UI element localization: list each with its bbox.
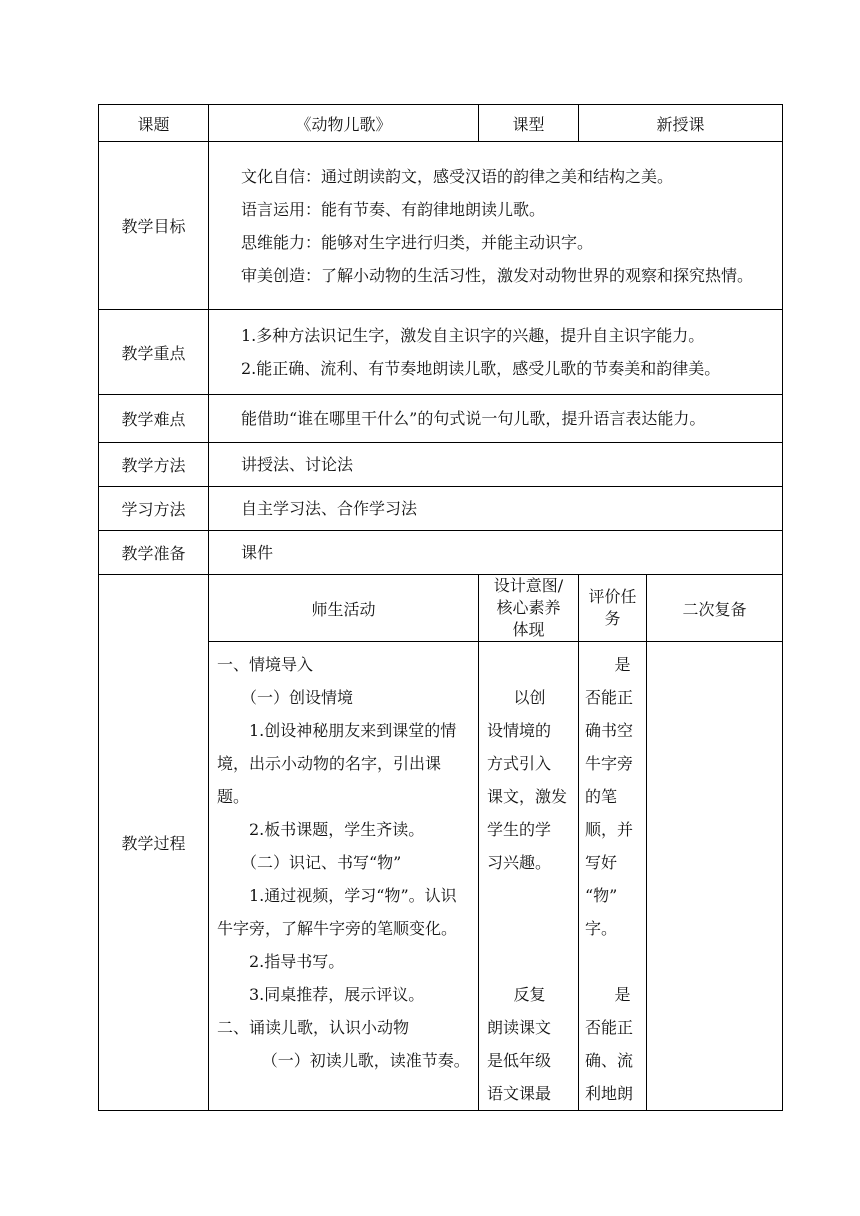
eval-line: 否能正 <box>585 688 634 707</box>
goal-item: 审美创造：了解小动物的生活习性，激发对动物世界的观察和探究热情。 <box>241 265 754 285</box>
prep-text: 课件 <box>241 543 274 562</box>
type-value: 新授课 <box>579 105 783 142</box>
design-line: 是低年级 <box>487 1051 552 1070</box>
design-cell <box>479 642 579 1111</box>
col-review: 二次复备 <box>647 575 783 642</box>
activity-line: 2.板书课题，学生齐读。 <box>249 820 425 839</box>
difficulty-label: 教学难点 <box>99 395 209 443</box>
goals-label: 教学目标 <box>99 142 209 310</box>
topic-label: 课题 <box>99 105 209 142</box>
design-line: 朗读课文 <box>487 1018 552 1037</box>
review-cell <box>647 642 783 1111</box>
goal-item: 文化自信：通过朗读韵文，感受汉语的韵律之美和结构之美。 <box>241 166 674 186</box>
design-line: 以创 <box>513 688 546 707</box>
goal-item: 语言运用：能有节奏、有韵律地朗读儿歌。 <box>241 199 546 219</box>
study-row <box>99 487 783 531</box>
activity-line: 2.指导书写。 <box>249 952 345 971</box>
eval-line: 利地朗 <box>585 1084 634 1103</box>
method-row <box>99 443 783 487</box>
design-line: 反复 <box>513 985 546 1004</box>
topic-value: 《动物儿歌》 <box>209 105 479 142</box>
design-line: 语文课最 <box>487 1084 552 1103</box>
eval-line: 确、流 <box>585 1051 634 1070</box>
difficulty-row <box>99 395 783 443</box>
study-label: 学习方法 <box>99 487 209 531</box>
col-activity: 师生活动 <box>209 575 479 642</box>
lesson-plan-table <box>98 104 783 1111</box>
eval-line: 是 <box>614 985 631 1004</box>
study-text: 自主学习法、合作学习法 <box>241 499 418 518</box>
activity-line: （一）初读儿歌，读准节奏。 <box>261 1051 470 1070</box>
prep-label: 教学准备 <box>99 531 209 575</box>
col-design: 设计意图/ 核心素养 体现 <box>479 575 579 642</box>
header-row <box>99 105 783 142</box>
eval-line: 字。 <box>585 919 618 938</box>
eval-line: 否能正 <box>585 1018 634 1037</box>
key-points-row <box>99 310 783 395</box>
process-header-row <box>99 575 783 642</box>
activity-cell <box>209 642 479 1111</box>
difficulty-text: 能借助“谁在哪里干什么”的句式说一句儿歌，提升语言表达能力。 <box>241 409 706 428</box>
activity-line: 3.同桌推荐，展示评议。 <box>249 985 425 1004</box>
activity-line: 1.通过视频，学习“物”。认识牛字旁，了解牛字旁的笔顺变化。 <box>217 886 458 938</box>
prep-row <box>99 531 783 575</box>
key-points-content <box>209 310 783 395</box>
design-line: 习兴趣。 <box>487 853 552 872</box>
process-label: 教学过程 <box>99 575 209 1111</box>
eval-line: 牛字旁 <box>585 754 634 773</box>
design-line: 课文，激发 <box>487 787 568 806</box>
activity-line: （二）识记、书写“物” <box>241 853 402 872</box>
col-eval: 评价任 务 <box>579 575 647 642</box>
eval-line: 写好 <box>585 853 618 872</box>
method-label: 教学方法 <box>99 443 209 487</box>
design-line: 设情境的 <box>487 721 552 740</box>
activity-line: 二、诵读儿歌，认识小动物 <box>217 1018 410 1037</box>
eval-line: 是 <box>614 655 631 674</box>
goals-content <box>209 142 783 310</box>
key-point-item: 1.多种方法识记生字，激发自主识字的兴趣，提升自主识字能力。 <box>241 326 705 345</box>
activity-line: 1.创设神秘朋友来到课堂的情境，出示小动物的名字，引出课题。 <box>217 721 457 806</box>
activity-line: （一）创设情境 <box>241 688 354 707</box>
eval-line: 顺，并 <box>585 820 634 839</box>
goal-item: 思维能力：能够对生字进行归类，并能主动识字。 <box>241 232 594 252</box>
goals-row <box>99 142 783 310</box>
key-points-label: 教学重点 <box>99 310 209 395</box>
key-point-item: 2.能正确、流利、有节奏地朗读儿歌，感受儿歌的节奏美和韵律美。 <box>241 359 721 378</box>
eval-line: 的笔 <box>585 787 618 806</box>
method-text: 讲授法、讨论法 <box>241 455 354 474</box>
eval-line: 确书空 <box>585 721 634 740</box>
design-line: 方式引入 <box>487 754 552 773</box>
eval-cell <box>579 642 647 1111</box>
eval-line: “物” <box>585 886 618 905</box>
type-label: 课型 <box>479 105 579 142</box>
design-line: 学生的学 <box>487 820 552 839</box>
activity-line: 一、情境导入 <box>217 655 314 674</box>
